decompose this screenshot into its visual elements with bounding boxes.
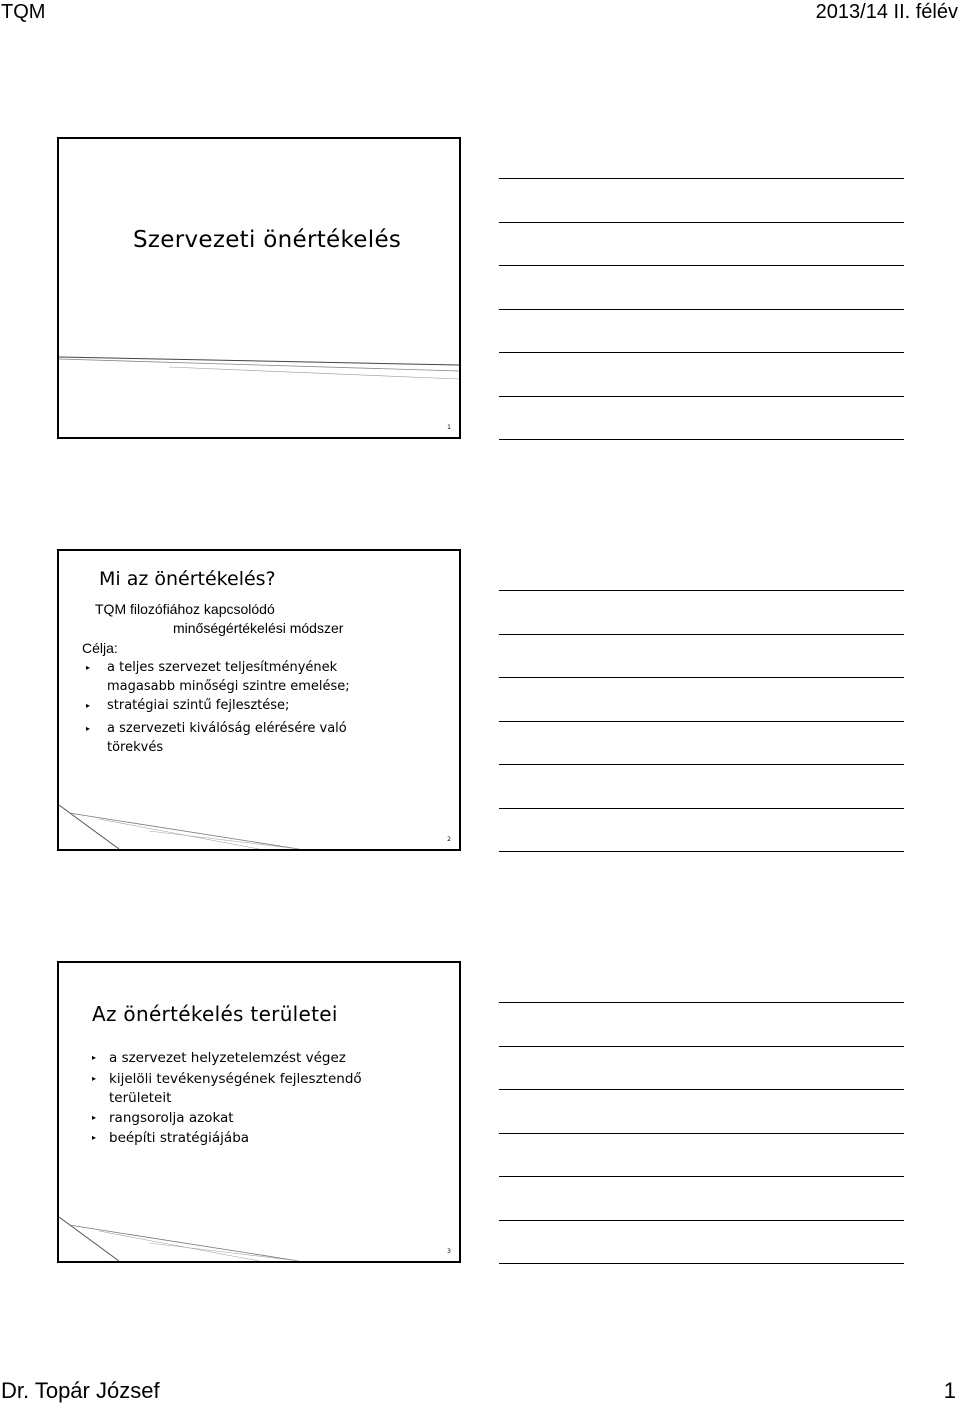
bullet-icon: ▸ xyxy=(86,724,91,733)
bullet-text: a teljes szervezet teljesítményének xyxy=(107,660,338,675)
slide-title: Az önértékelés területei xyxy=(92,1002,338,1026)
intro-line: TQM filozófiához kapcsolódó xyxy=(95,601,275,617)
bullet-text: magasabb minőségi szintre emelése; xyxy=(107,679,350,694)
note-line xyxy=(499,634,904,635)
bullet-text: stratégiai szintű fejlesztése; xyxy=(107,698,290,713)
note-line xyxy=(499,309,904,310)
slide-decoration xyxy=(59,139,459,437)
slide-title: Szervezeti önértékelés xyxy=(133,227,402,253)
slide-number: 3 xyxy=(447,1248,451,1255)
note-line xyxy=(499,808,904,809)
note-line xyxy=(499,764,904,765)
header-semester: 2013/14 II. félév xyxy=(815,1,958,23)
note-line xyxy=(499,1263,904,1264)
bullet-text: törekvés xyxy=(107,740,164,755)
slide-number: 1 xyxy=(447,424,451,431)
bullet-text: beépíti stratégiájába xyxy=(109,1130,250,1146)
note-line xyxy=(499,1002,904,1003)
bullet-icon: ▸ xyxy=(92,1053,97,1062)
bullet-text: rangsorolja azokat xyxy=(109,1110,234,1126)
note-line xyxy=(499,352,904,353)
bullet-icon: ▸ xyxy=(86,701,91,710)
note-line xyxy=(499,439,904,440)
note-line xyxy=(499,265,904,266)
note-line xyxy=(499,1046,904,1047)
goal-label: Célja: xyxy=(82,640,118,656)
intro-line: minőségértékelési módszer xyxy=(173,620,344,636)
bullet-icon: ▸ xyxy=(92,1074,97,1083)
bullet-icon: ▸ xyxy=(92,1133,97,1142)
footer-page-number: 1 xyxy=(943,1378,956,1403)
slide-2 xyxy=(57,549,461,851)
note-line xyxy=(499,1176,904,1177)
slide-3 xyxy=(57,961,461,1263)
slide-number: 2 xyxy=(447,836,451,843)
bullet-text: a szervezeti kiválóság elérésére való xyxy=(107,721,347,736)
bullet-icon: ▸ xyxy=(86,663,91,672)
bullet-text: a szervezet helyzetelemzést végez xyxy=(109,1050,346,1066)
note-line xyxy=(499,1220,904,1221)
note-line xyxy=(499,677,904,678)
slide-1 xyxy=(57,137,461,439)
bullet-text: területeit xyxy=(109,1090,172,1106)
header-course: TQM xyxy=(1,1,46,23)
bullet-text: kijelöli tevékenységének fejlesztendő xyxy=(109,1071,362,1087)
note-line xyxy=(499,851,904,852)
bullet-icon: ▸ xyxy=(92,1113,97,1122)
note-line xyxy=(499,396,904,397)
note-line xyxy=(499,1089,904,1090)
note-line xyxy=(499,178,904,179)
note-line xyxy=(499,1133,904,1134)
note-line xyxy=(499,721,904,722)
footer-author: Dr. Topár József xyxy=(1,1378,160,1403)
slide-title: Mi az önértékelés? xyxy=(99,568,276,590)
note-line xyxy=(499,222,904,223)
note-line xyxy=(499,590,904,591)
